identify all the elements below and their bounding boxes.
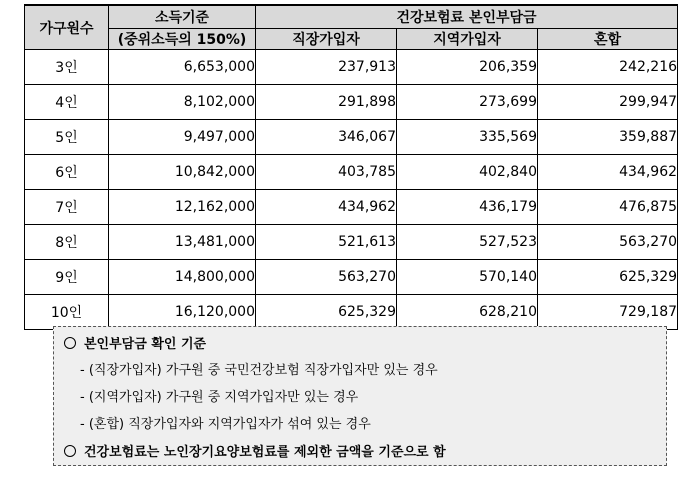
household-size-cell: 9인 xyxy=(25,260,109,295)
mixed-premium-cell: 563,270 xyxy=(538,225,678,260)
employee-premium-cell: 346,067 xyxy=(256,120,397,155)
regional-premium-cell: 628,210 xyxy=(397,295,538,330)
note-item-employee: - (직장가입자) 가구원 중 국민건강보험 직장가입자만 있는 경우 xyxy=(80,363,438,378)
mixed-premium-cell: 299,947 xyxy=(538,85,678,120)
employee-premium-cell: 434,962 xyxy=(256,190,397,225)
household-size-cell: 5인 xyxy=(25,120,109,155)
employee-premium-cell: 563,270 xyxy=(256,260,397,295)
table-row xyxy=(25,295,678,330)
employee-premium-cell: 521,613 xyxy=(256,225,397,260)
income-cell: 12,162,000 xyxy=(109,190,256,225)
table-row xyxy=(25,50,678,85)
employee-premium-cell: 403,785 xyxy=(256,155,397,190)
employee-premium-cell: 625,329 xyxy=(256,295,397,330)
income-cell: 14,800,000 xyxy=(109,260,256,295)
mixed-premium-cell: 625,329 xyxy=(538,260,678,295)
household-size-cell: 4인 xyxy=(25,85,109,120)
note-footer-line xyxy=(64,441,446,460)
income-cell: 13,481,000 xyxy=(109,225,256,260)
note-title: 본인부담금 확인 기준 xyxy=(84,337,207,352)
household-size-cell: 3인 xyxy=(25,50,109,85)
household-size-cell: 8인 xyxy=(25,225,109,260)
regional-premium-cell: 273,699 xyxy=(397,85,538,120)
note-item-mixed: - (혼합) 직장가입자와 지역가입자가 섞여 있는 경우 xyxy=(80,417,371,432)
header-income-sub: (중위소득의 150%) xyxy=(109,29,256,50)
table-row xyxy=(25,225,678,260)
mixed-premium-cell: 242,216 xyxy=(538,50,678,85)
note-footer: 건강보험료는 노인장기요양보험료를 제외한 금액을 기준으로 함 xyxy=(84,445,446,460)
circle-bullet-icon xyxy=(64,337,76,349)
household-size-cell: 7인 xyxy=(25,190,109,225)
regional-premium-cell: 335,569 xyxy=(397,120,538,155)
header-mixed: 혼합 xyxy=(538,29,678,50)
table-row xyxy=(25,85,678,120)
regional-premium-cell: 436,179 xyxy=(397,190,538,225)
regional-premium-cell: 206,359 xyxy=(397,50,538,85)
income-cell: 16,120,000 xyxy=(109,295,256,330)
regional-premium-cell: 402,840 xyxy=(397,155,538,190)
income-cell: 6,653,000 xyxy=(109,50,256,85)
employee-premium-cell: 237,913 xyxy=(256,50,397,85)
mixed-premium-cell: 729,187 xyxy=(538,295,678,330)
regional-premium-cell: 527,523 xyxy=(397,225,538,260)
header-premium-copay: 건강보험료 본인부담금 xyxy=(256,5,678,29)
note-title-line xyxy=(64,333,206,352)
table-row xyxy=(25,155,678,190)
circle-bullet-icon xyxy=(64,445,76,457)
regional-premium-cell: 570,140 xyxy=(397,260,538,295)
premium-table xyxy=(24,4,678,330)
income-cell: 10,842,000 xyxy=(109,155,256,190)
header-regional-subscriber: 지역가입자 xyxy=(397,29,538,50)
criteria-note-box xyxy=(53,326,667,466)
table-row xyxy=(25,260,678,295)
mixed-premium-cell: 476,875 xyxy=(538,190,678,225)
employee-premium-cell: 291,898 xyxy=(256,85,397,120)
table-row xyxy=(25,190,678,225)
mixed-premium-cell: 359,887 xyxy=(538,120,678,155)
household-size-cell: 10인 xyxy=(25,295,109,330)
table-row xyxy=(25,120,678,155)
note-item-regional: - (지역가입자) 가구원 중 지역가입자만 있는 경우 xyxy=(80,390,359,405)
header-household-size: 가구원수 xyxy=(25,5,109,50)
income-cell: 8,102,000 xyxy=(109,85,256,120)
household-size-cell: 6인 xyxy=(25,155,109,190)
income-cell: 9,497,000 xyxy=(109,120,256,155)
header-employee-subscriber: 직장가입자 xyxy=(256,29,397,50)
mixed-premium-cell: 434,962 xyxy=(538,155,678,190)
header-income-criteria: 소득기준 xyxy=(109,5,256,29)
